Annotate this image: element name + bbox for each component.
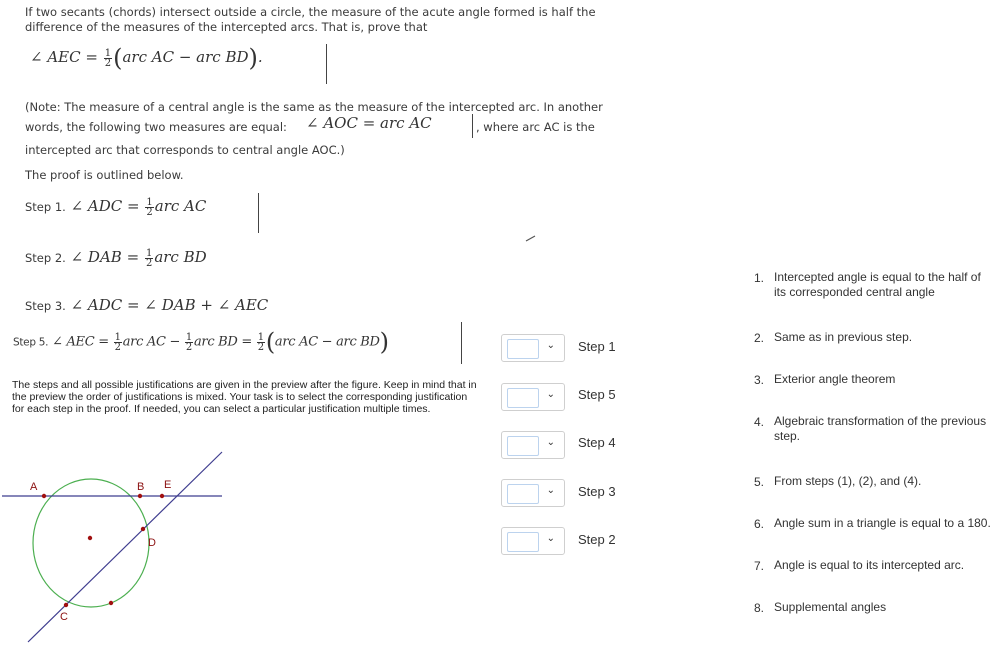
- note-central-angle-formula: ∠ AOC = arc AC: [306, 114, 432, 132]
- dropdown-step-label: Step 3: [578, 484, 616, 499]
- justification-item-5: 5. From steps (1), (2), and (4).: [754, 474, 922, 489]
- justification-dropdown-3[interactable]: [501, 431, 565, 459]
- justification-item-4: 4. Algebraic transformation of the previous step.: [754, 414, 987, 443]
- proof-step-3: Step 3. ∠ ADC = ∠ DAB + ∠ AEC: [25, 296, 269, 314]
- dropdown-step-label: Step 1: [578, 339, 616, 354]
- dropdown-value: [507, 436, 539, 456]
- circle: [33, 479, 149, 607]
- label-b: B: [137, 481, 145, 493]
- label-a: A: [30, 481, 38, 493]
- dropdown-value: [507, 484, 539, 504]
- point-c: [64, 603, 68, 607]
- label-d: D: [148, 537, 156, 549]
- circle-figure: [0, 440, 260, 655]
- justification-item-1: 1. Intercepted angle is equal to the half of its corresponded central angle: [754, 270, 981, 299]
- note-line-2a: words, the following two measures are equal:: [25, 120, 287, 134]
- proof-step-5: Step 5. ∠ AEC = $\frac{1}{2}$ arc AC − $\frac{1}{2}$ arc BD = $\frac{1}{2}$ (arc AC − arc BD): [13, 328, 389, 356]
- chevron-down-icon: ⌄: [546, 389, 555, 400]
- dropdown-value: [507, 339, 539, 359]
- proof-step-1: Step 1. ∠ ADC = $\frac{1}{2}$ arc AC: [25, 196, 207, 218]
- label-c: C: [60, 611, 68, 623]
- point-a: [42, 494, 46, 498]
- secant-ce: [28, 452, 222, 642]
- chevron-down-icon: ⌄: [546, 340, 555, 351]
- justification-item-3: 3. Exterior angle theorem: [754, 372, 896, 387]
- intro-text: [25, 5, 596, 35]
- justification-item-7: 7. Angle is equal to its intercepted arc.: [754, 558, 965, 573]
- text-cursor: [258, 193, 259, 233]
- instructions: The steps and all possible justifications are given in the preview after the figure. Keep in mind that in the preview the order of justifications is mixed. Your task is to select the corresponding justification for each step in the proof. If needed, you can select a particular justification multiple times.: [12, 379, 477, 415]
- justification-item-6: 6. Angle sum in a triangle is equal to a 180.: [754, 516, 991, 531]
- justification-dropdown-2[interactable]: [501, 383, 565, 411]
- point-center: [88, 536, 92, 540]
- proof-step-2: Step 2. ∠ DAB = $\frac{1}{2}$ arc BD: [25, 247, 207, 269]
- theorem-half-fraction: $\frac{1}{2}$: [104, 47, 112, 69]
- point-arc: [109, 601, 113, 605]
- text-cursor: [472, 114, 473, 138]
- text-cursor: [461, 322, 462, 364]
- label-e: E: [164, 479, 172, 491]
- justification-dropdown-5[interactable]: [501, 527, 565, 555]
- note-line-2b: , where arc AC is the: [476, 120, 595, 134]
- dropdown-value: [507, 532, 539, 552]
- point-b: [138, 494, 142, 498]
- chevron-down-icon: ⌄: [546, 533, 555, 544]
- outline-text: The proof is outlined below.: [25, 168, 184, 182]
- theorem-body: arc AC − arc BD: [122, 48, 249, 66]
- dropdown-step-label: Step 4: [578, 435, 616, 450]
- justification-item-8: 8. Supplemental angles: [754, 600, 887, 615]
- theorem-lhs: ∠ AEC =: [30, 48, 98, 66]
- dropdown-value: [507, 388, 539, 408]
- pointer-mark: [525, 234, 537, 242]
- dropdown-step-label: Step 2: [578, 532, 616, 547]
- intro-line-1: If two secants (chords) intersect outside a circle, the measure of the acute angle formed is half the: [25, 5, 596, 19]
- justification-dropdown-1[interactable]: [501, 334, 565, 362]
- chevron-down-icon: ⌄: [546, 437, 555, 448]
- note-line-3: intercepted arc that corresponds to central angle AOC.): [25, 143, 345, 157]
- note-line-1: (Note: The measure of a central angle is the same as the measure of the intercepted arc. In another: [25, 100, 603, 114]
- dropdown-step-label: Step 5: [578, 387, 616, 402]
- justification-dropdown-4[interactable]: [501, 479, 565, 507]
- intro-line-2: difference of the measures of the intercepted arcs. That is, prove that: [25, 20, 428, 34]
- point-e: [160, 494, 164, 498]
- point-d: [141, 527, 145, 531]
- theorem-formula: ∠ AEC = $\frac{1}{2}$ (arc AC − arc BD).: [30, 44, 263, 72]
- chevron-down-icon: ⌄: [546, 485, 555, 496]
- text-cursor: [326, 44, 327, 84]
- justification-item-2: 2. Same as in previous step.: [754, 330, 913, 345]
